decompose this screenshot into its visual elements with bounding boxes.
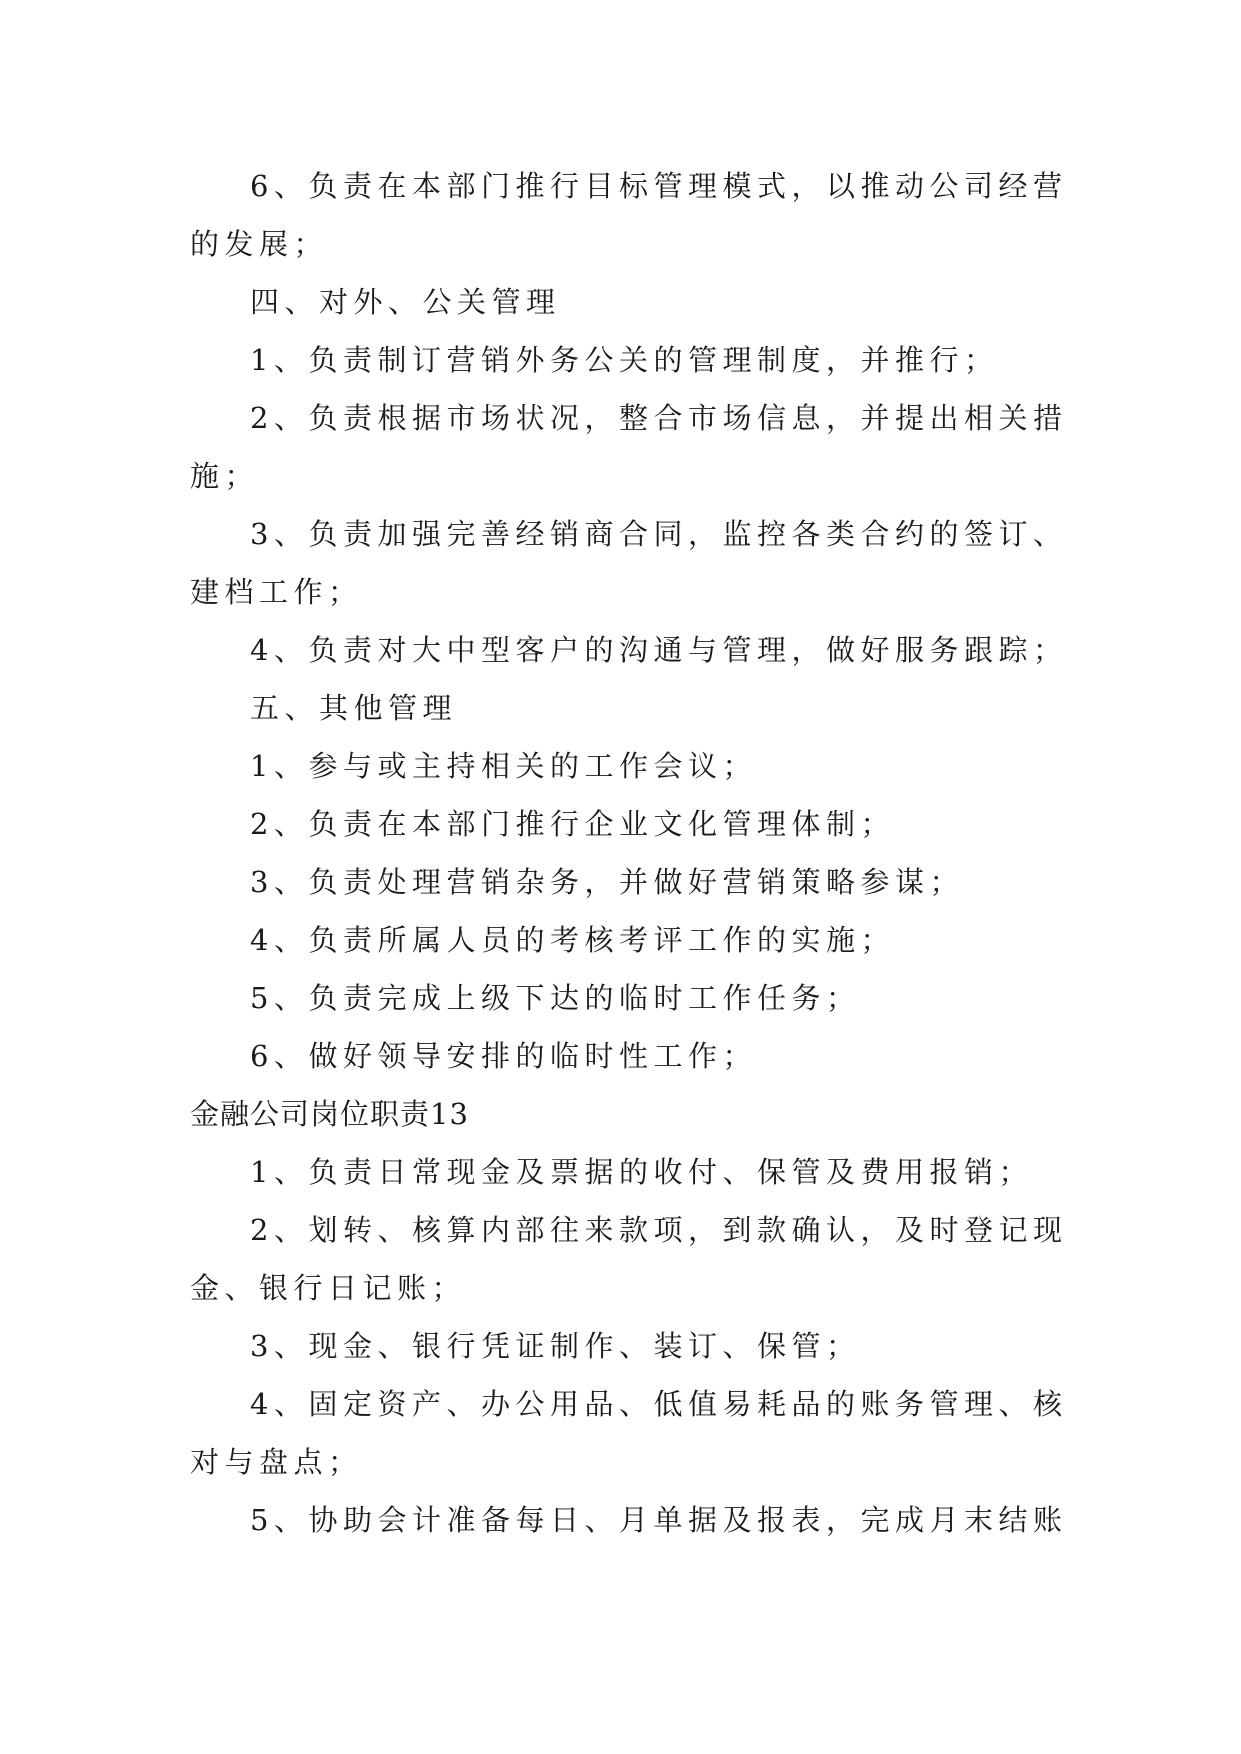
paragraph-line: 1、参与或主持相关的工作会议；: [250, 749, 757, 783]
paragraph-line: 金、银行日记账；: [190, 1271, 467, 1305]
paragraph-line: 建档工作；: [190, 575, 363, 609]
paragraph-line: 4、负责对大中型客户的沟通与管理，做好服务跟踪；: [250, 633, 1068, 667]
paragraph-line: 2、负责在本部门推行企业文化管理体制；: [250, 807, 895, 841]
paragraph-line: 3、负责处理营销杂务，并做好营销策略参谋；: [250, 865, 964, 899]
paragraph-line: 施；: [190, 459, 260, 493]
paragraph-line: 5、协助会计准备每日、月单据及报表，完成月末结账: [250, 1503, 1068, 1537]
paragraph-line: 4、固定资产、办公用品、低值易耗品的账务管理、核: [250, 1387, 1068, 1421]
paragraph-line: 2、负责根据市场状况，整合市场信息，并提出相关措: [250, 401, 1068, 435]
paragraph-line: 对与盘点；: [190, 1445, 363, 1479]
paragraph-line: 1、负责制订营销外务公关的管理制度，并推行；: [250, 343, 999, 377]
paragraph-line: 的发展；: [190, 227, 329, 261]
document-title: 金融公司岗位职责13: [190, 1097, 469, 1131]
section-heading: 五、其他管理: [250, 691, 458, 725]
paragraph-line: 2、划转、核算内部往来款项，到款确认，及时登记现: [250, 1213, 1068, 1247]
section-heading: 四、对外、公关管理: [250, 285, 561, 319]
paragraph-line: 1、负责日常现金及票据的收付、保管及费用报销；: [250, 1155, 1033, 1189]
paragraph-line: 6、做好领导安排的临时性工作；: [250, 1039, 757, 1073]
paragraph-line: 3、负责加强完善经销商合同，监控各类合约的签订、: [250, 517, 1068, 551]
paragraph-line: 6、负责在本部门推行目标管理模式，以推动公司经营: [250, 169, 1068, 203]
paragraph-line: 5、负责完成上级下达的临时工作任务；: [250, 981, 861, 1015]
paragraph-line: 4、负责所属人员的考核考评工作的实施；: [250, 923, 895, 957]
paragraph-line: 3、现金、银行凭证制作、装订、保管；: [250, 1329, 861, 1363]
